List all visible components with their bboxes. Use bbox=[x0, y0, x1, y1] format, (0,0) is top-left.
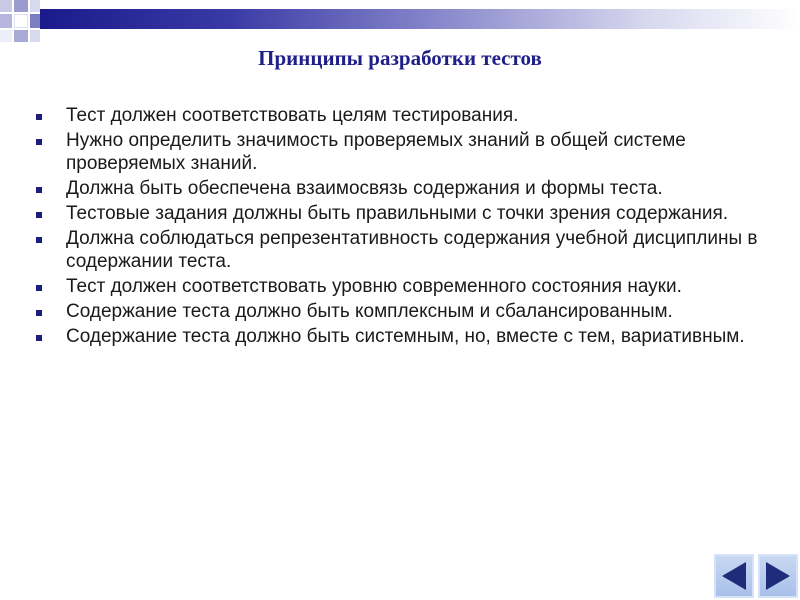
prev-slide-button[interactable] bbox=[714, 554, 754, 598]
decor-square bbox=[30, 30, 40, 42]
bullet-text: Должна быть обеспечена взаимосвязь содержания и формы теста. bbox=[66, 178, 663, 199]
bullet-text: Содержание теста должно быть комплексным и сбалансированным. bbox=[66, 301, 673, 322]
decor-square bbox=[14, 0, 28, 12]
bullet-item bbox=[34, 300, 774, 323]
bullet-text: Нужно определить значимость проверяемых знаний в общей системе проверяемых знаний. bbox=[66, 130, 686, 174]
square-bullet-icon bbox=[36, 187, 42, 193]
bullet-text: Тестовые задания должны быть правильными с точки зрения содержания. bbox=[66, 203, 729, 224]
bullet-item bbox=[34, 202, 774, 225]
square-bullet-icon bbox=[36, 139, 42, 145]
bullet-item bbox=[34, 325, 774, 348]
square-bullet-icon bbox=[36, 114, 42, 120]
square-bullet-icon bbox=[36, 212, 42, 218]
bullet-text: Тест должен соответствовать уровню современного состояния науки. bbox=[66, 276, 682, 297]
bullet-item bbox=[34, 104, 774, 127]
next-slide-button[interactable] bbox=[758, 554, 798, 598]
bullet-item bbox=[34, 227, 774, 273]
bullet-text: Должна соблюдаться репрезентативность содержания учебной дисциплины в содержании теста. bbox=[66, 228, 758, 272]
triangle-right-icon bbox=[766, 562, 790, 590]
decor-square bbox=[0, 30, 12, 42]
decor-square bbox=[14, 30, 28, 42]
header-gradient-bar bbox=[40, 9, 800, 29]
bullet-list bbox=[34, 104, 774, 350]
bullet-item bbox=[34, 129, 774, 175]
bullet-item bbox=[34, 275, 774, 298]
decor-square bbox=[30, 0, 40, 12]
slide-title: Принципы разработки тестов bbox=[258, 46, 542, 70]
decor-square bbox=[0, 14, 12, 28]
square-bullet-icon bbox=[36, 335, 42, 341]
bullet-text: Тест должен соответствовать целям тестирования. bbox=[66, 105, 519, 126]
decor-square bbox=[30, 14, 40, 28]
square-bullet-icon bbox=[36, 285, 42, 291]
bullet-text: Содержание теста должно быть системным, но, вместе с тем, вариативным. bbox=[66, 326, 745, 347]
triangle-left-icon bbox=[722, 562, 746, 590]
square-bullet-icon bbox=[36, 310, 42, 316]
decor-square bbox=[14, 14, 28, 28]
bullet-item bbox=[34, 177, 774, 200]
square-bullet-icon bbox=[36, 237, 42, 243]
decor-square bbox=[0, 0, 12, 12]
